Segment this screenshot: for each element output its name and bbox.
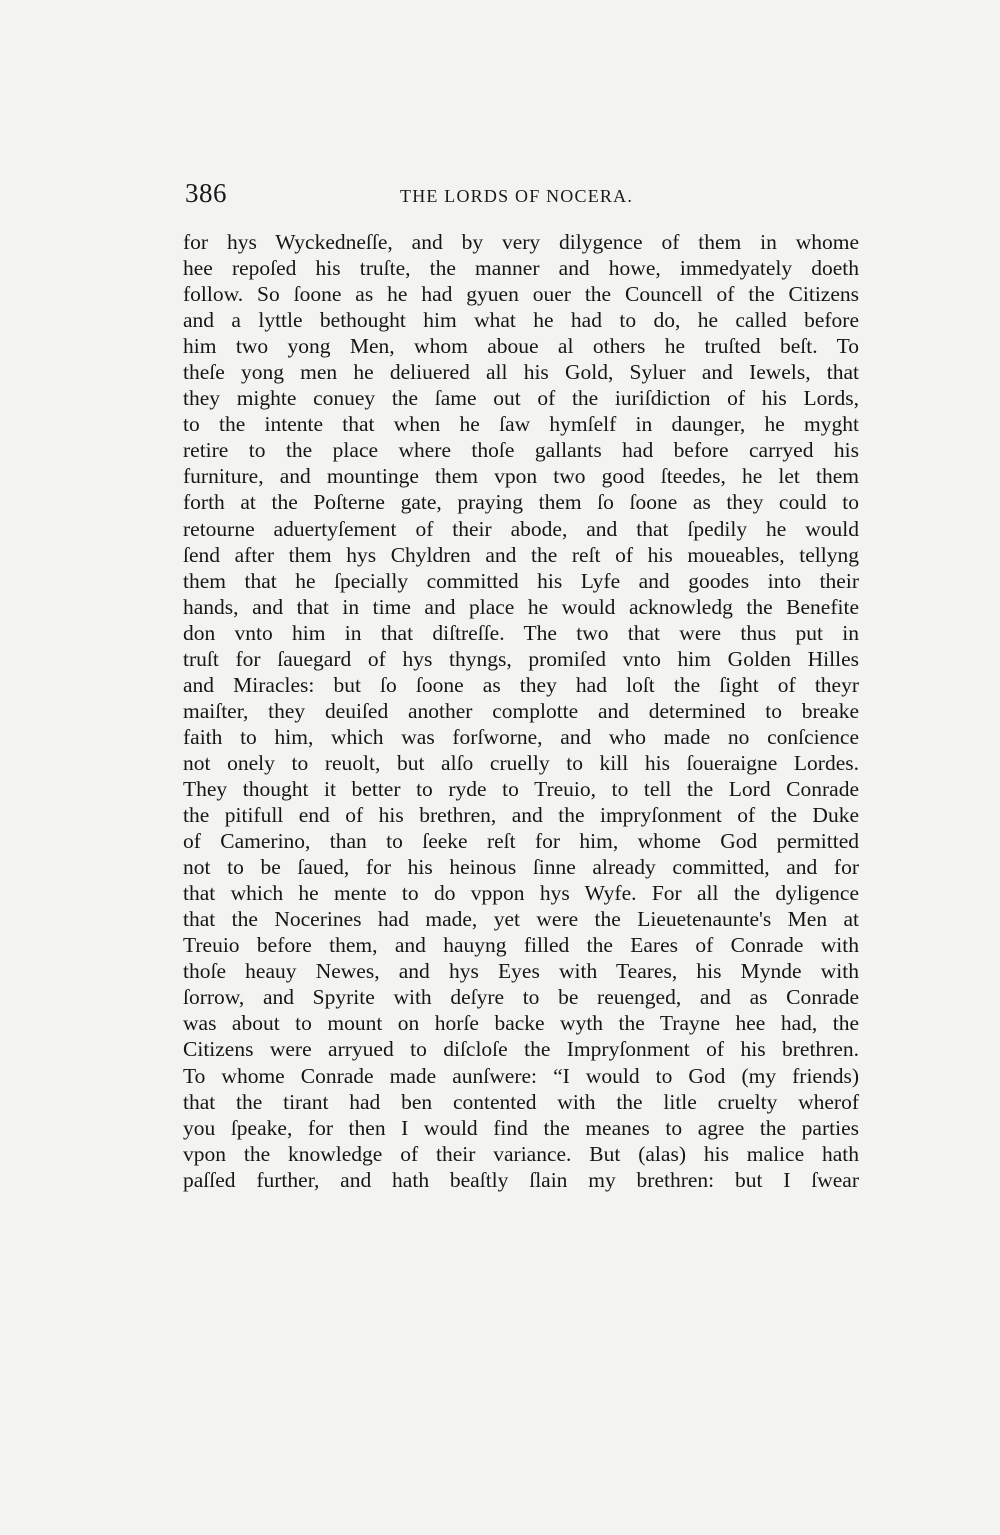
text-line: vpon the knowledge of their variance. But (alas) his malice hath — [183, 1141, 859, 1166]
text-line: To whome Conrade made aunſwere: “I would to God (my friends) — [183, 1063, 859, 1088]
running-head: THE LORDS OF NOCERA. — [400, 186, 634, 206]
text-line: retourne aduertyſement of their abode, and that ſpedily he would — [183, 516, 859, 541]
text-line: forth at the Poſterne gate, praying them ſo ſoone as they could to — [183, 490, 859, 515]
text-line: furniture, and mountinge them vpon two good ſteedes, he let them — [183, 464, 859, 489]
text-line: ſend after them hys Chyldren and the reſt of his moueables, tellyng — [183, 542, 859, 567]
text-line: maiſter, they deuiſed another complotte and determined to breake — [183, 698, 859, 723]
text-line: not to be ſaued, for his heinous ſinne already committed, and for — [183, 855, 859, 880]
text-line: paſſed further, and hath beaſtly ſlain my brethren: but I ſwear — [183, 1167, 859, 1192]
page-number: 386 — [185, 178, 227, 208]
body-text — [183, 229, 859, 1193]
text-line: that the Nocerines had made, yet were the Lieuetenaunte's Men at — [183, 907, 859, 932]
text-line: ſorrow, and Spyrite with deſyre to be reuenged, and as Conrade — [183, 985, 859, 1010]
text-line: Treuio before them, and hauyng filled the Eares of Conrade with — [183, 933, 859, 958]
text-line: don vnto him in that diſtreſſe. The two that were thus put in — [183, 620, 859, 645]
text-line: of Camerino, than to ſeeke reſt for him, whome God permitted — [183, 829, 859, 854]
text-line: them that he ſpecially committed his Lyfe and goodes into their — [183, 568, 859, 593]
text-line: faith to him, which was forſworne, and who made no conſcience — [183, 724, 859, 749]
text-line: that the tirant had ben contented with the litle cruelty wherof — [183, 1089, 859, 1114]
text-line: to the intente that when he ſaw hymſelf in daunger, he myght — [183, 412, 859, 437]
text-line: him two yong Men, whom aboue al others he truſted beſt. To — [183, 334, 859, 359]
text-line: you ſpeake, for then I would find the meanes to agree the parties — [183, 1115, 859, 1140]
text-line: that which he mente to do vppon hys Wyfe. For all the dyligence — [183, 881, 859, 906]
text-line: not onely to reuolt, but alſo cruelly to kill his ſoueraigne Lordes. — [183, 750, 859, 775]
text-line: retire to the place where thoſe gallants had before carryed his — [183, 438, 859, 463]
text-line: they mighte conuey the ſame out of the iuriſdiction of his Lords, — [183, 386, 859, 411]
text-line: and Miracles: but ſo ſoone as they had loſt the ſight of theyr — [183, 672, 859, 697]
text-line: follow. So ſoone as he had gyuen ouer the Councell of the Citizens — [183, 282, 859, 307]
text-line: theſe yong men he deliuered all his Gold, Syluer and Iewels, that — [183, 360, 859, 385]
text-line: hands, and that in time and place he would acknowledg the Benefite — [183, 594, 859, 619]
text-line: the pitifull end of his brethren, and the impryſonment of the Duke — [183, 803, 859, 828]
text-line: truſt for ſauegard of hys thyngs, promiſed vnto him Golden Hilles — [183, 646, 859, 671]
text-line: was about to mount on horſe backe wyth the Trayne hee had, the — [183, 1011, 859, 1036]
text-line: and a lyttle bethought him what he had to do, he called before — [183, 308, 859, 333]
text-line: Citizens were arryued to diſcloſe the Impryſonment of his brethren. — [183, 1037, 859, 1062]
text-line: They thought it better to ryde to Treuio, to tell the Lord Conrade — [183, 776, 859, 801]
text-line: hee repoſed his truſte, the manner and howe, immedyately doeth — [183, 256, 859, 281]
text-line: for hys Wyckedneſſe, and by very dilygence of them in whome — [183, 230, 859, 254]
text-line: thoſe heauy Newes, and hys Eyes with Teares, his Mynde with — [183, 959, 859, 984]
page-header — [185, 178, 857, 218]
